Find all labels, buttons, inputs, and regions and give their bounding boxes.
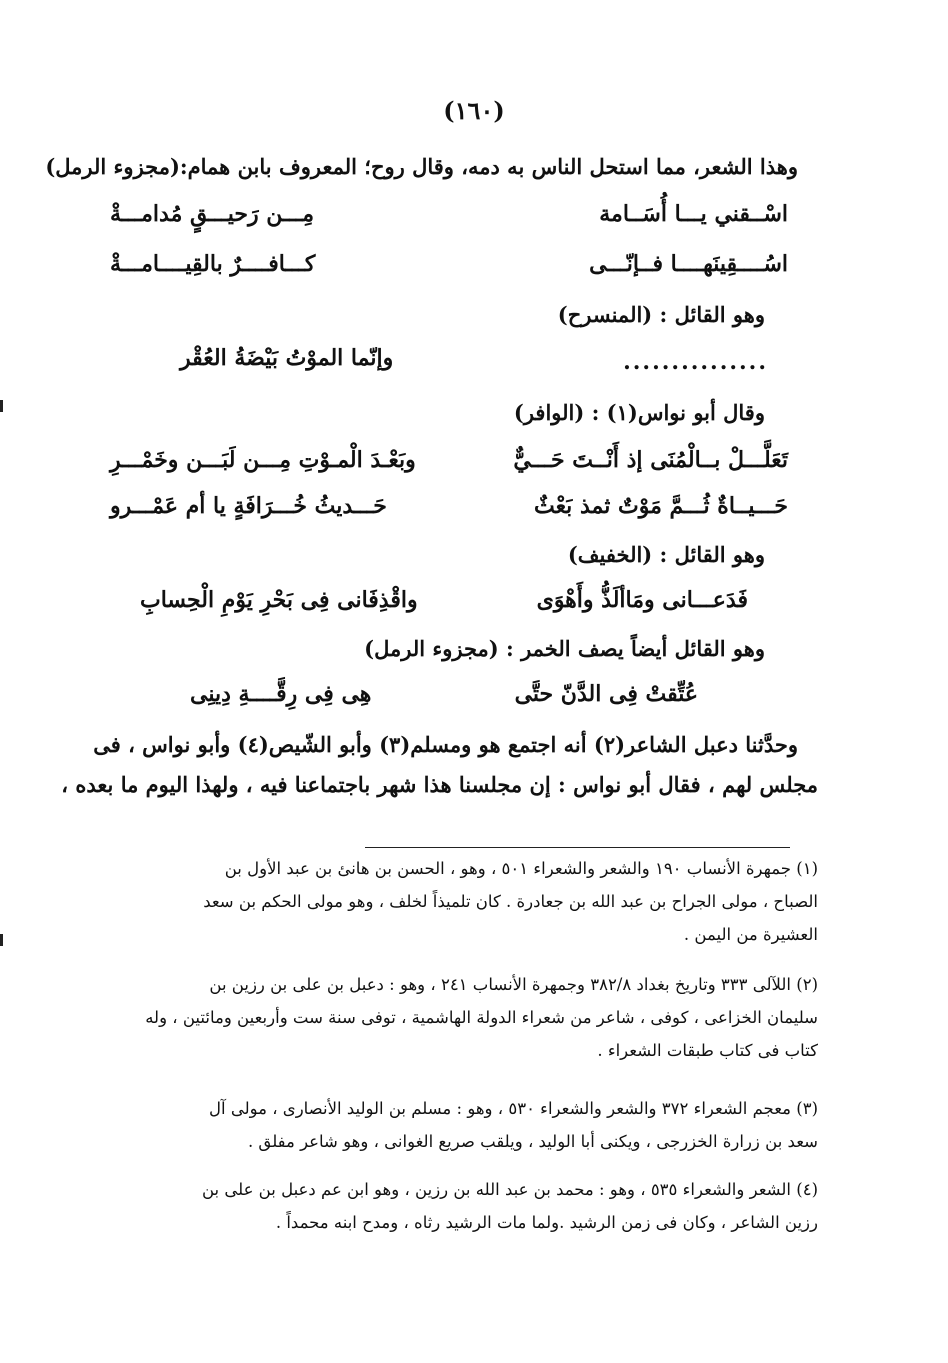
footnote-2-line-2: سليمان الخزاعى ، كوفى ، شاعر من شعراء الدولة الهاشمية ، توفى سنة ست وأربعين ومائتين ، وله xyxy=(145,1008,818,1027)
scan-edge-mark xyxy=(0,934,3,946)
footnote-1-line-3: العشيرة من اليمن . xyxy=(683,925,818,944)
poem3-verse1-second-hemistich: وبَعْـدَ الْمـوْتِ مِـــن لَبَـــن وخَمْـــرِ xyxy=(110,447,416,473)
footnote-3 xyxy=(115,1092,818,1158)
footnote-3-line-2: سعد بن زرارة الخزرجى ، ويكنى أبا الوليد ، ويلقب صريع الغوانى ، وهو شاعر مفلق . xyxy=(247,1132,818,1151)
footnote-4-line-1: (٤) الشعر والشعراء ٥٣٥ ، وهو : محمد بن عبد الله بن رزين ، وهو ابن عم دعبل بن على بن xyxy=(201,1180,818,1199)
poem1-verse2-second-hemistich: كـــافــــرٌ بالقِيــــامـــةْ xyxy=(110,251,316,277)
wine-poem-intro: وهو القائل أيضاً يصف الخمر : (مجزوء الرمل) xyxy=(364,636,765,661)
footnote-separator xyxy=(365,847,790,848)
footnote-1-line-2: الصباح ، مولى الجراح بن عبد الله بن جعادرة . كان تلميذاً لخلف ، وهو مولى الحكم بن سعد xyxy=(203,892,818,911)
footnote-1 xyxy=(115,852,818,951)
poem1-verse1-second-hemistich: مِـــن رَحيـــقٍ مُدامـــةْ xyxy=(110,201,315,227)
meter-label-munsarih: وهو القائل : (المنسرح) xyxy=(557,302,765,327)
scan-edge-mark xyxy=(0,400,3,412)
verse4-second-hemistich: واقْذِفَانى فِى بَحْرِ يَوْمِ الْحِسابِ xyxy=(140,587,418,613)
abu-nuwas-intro: وقال أبو نواس(١) : (الوافر) xyxy=(513,400,765,425)
verse4-first-hemistich: فَدَعـــانى ومَاألَذُّ وأَهْوَى xyxy=(536,587,748,613)
verse2-second-hemistich: وإنّما الموْتُ بَيْضَةُ العُقْر xyxy=(180,345,394,371)
paragraph-line-1: وحدَّثنا دعبل الشاعر(٢) أنه اجتمع هو ومسلم(٣) وأبو الشّيص(٤) وأبو نواس ، فى xyxy=(93,732,798,757)
poem1-verse2-first-hemistich: اسُــــقِينَهــــا فــإنّـــى xyxy=(589,251,788,277)
poem3-verse2-first-hemistich: حَـــيــاةٌ ثُـــمَّ مَوْتٌ ثمذ بَعْثٌ xyxy=(533,493,788,519)
poem3-verse1-first-hemistich: تَعَلَّـــلْ بــالْمُنَى إذ أَنْــتَ حَـــيٌّ xyxy=(513,447,788,473)
verse5-first-hemistich: عُتِّقتْ فِى الدَّنّ حتَّى xyxy=(514,681,698,707)
intro-line: وهذا الشعر، مما استحل الناس به دمه، وقال روح؛ المعروف بابن همام:(مجزوء الرمل) xyxy=(45,154,798,179)
footnote-2-line-1: (٢) اللآلى ٣٣٣ وتاريخ بغداد ٣٨٢/٨ وجمهرة الأنساب ٢٤١ ، وهو : دعبل بن على بن رزين بن xyxy=(209,975,818,994)
poem1-verse1-first-hemistich: اسْــقني يـــا أُسَــامة xyxy=(599,201,788,227)
poem3-verse2-second-hemistich: حَـــديثُ خُـــرَافَةٍ يا أم عَمْـــرو xyxy=(110,493,387,519)
footnote-4 xyxy=(115,1173,818,1239)
footnote-2 xyxy=(115,968,818,1067)
footnote-2-line-3: كتاب فى كتاب طبقات الشعراء . xyxy=(597,1041,818,1060)
verse5-second-hemistich: هِى فِى رِقَّــــةِ دِينِى xyxy=(190,681,372,707)
footnote-1-line-1: (١) جمهرة الأنساب ١٩٠ والشعر والشعراء ٥٠١ ، وهو ، الحسن بن هانئ بن عبد الأول بن xyxy=(224,859,818,878)
page-number: (١٦٠) xyxy=(443,96,505,125)
footnote-3-line-1: (٣) معجم الشعراء ٣٧٢ والشعر والشعراء ٥٣٠ ، وهو : مسلم بن الوليد الأنصارى ، مولى آل xyxy=(209,1099,818,1118)
omitted-hemistich: ............... xyxy=(623,349,768,375)
meter-label-khafif: وهو القائل : (الخفيف) xyxy=(567,542,765,567)
paragraph-line-2: مجلس لهم ، فقال أبو نواس : إن مجلسنا هذا شهر باجتماعنا فيه ، ولهذا اليوم ما بعده ، xyxy=(61,772,818,797)
footnote-4-line-2: رزين الشاعر ، وكان فى زمن الرشيد .ولما مات الرشيد رثاه ، ومدح ابنه محمداً . xyxy=(275,1213,818,1232)
